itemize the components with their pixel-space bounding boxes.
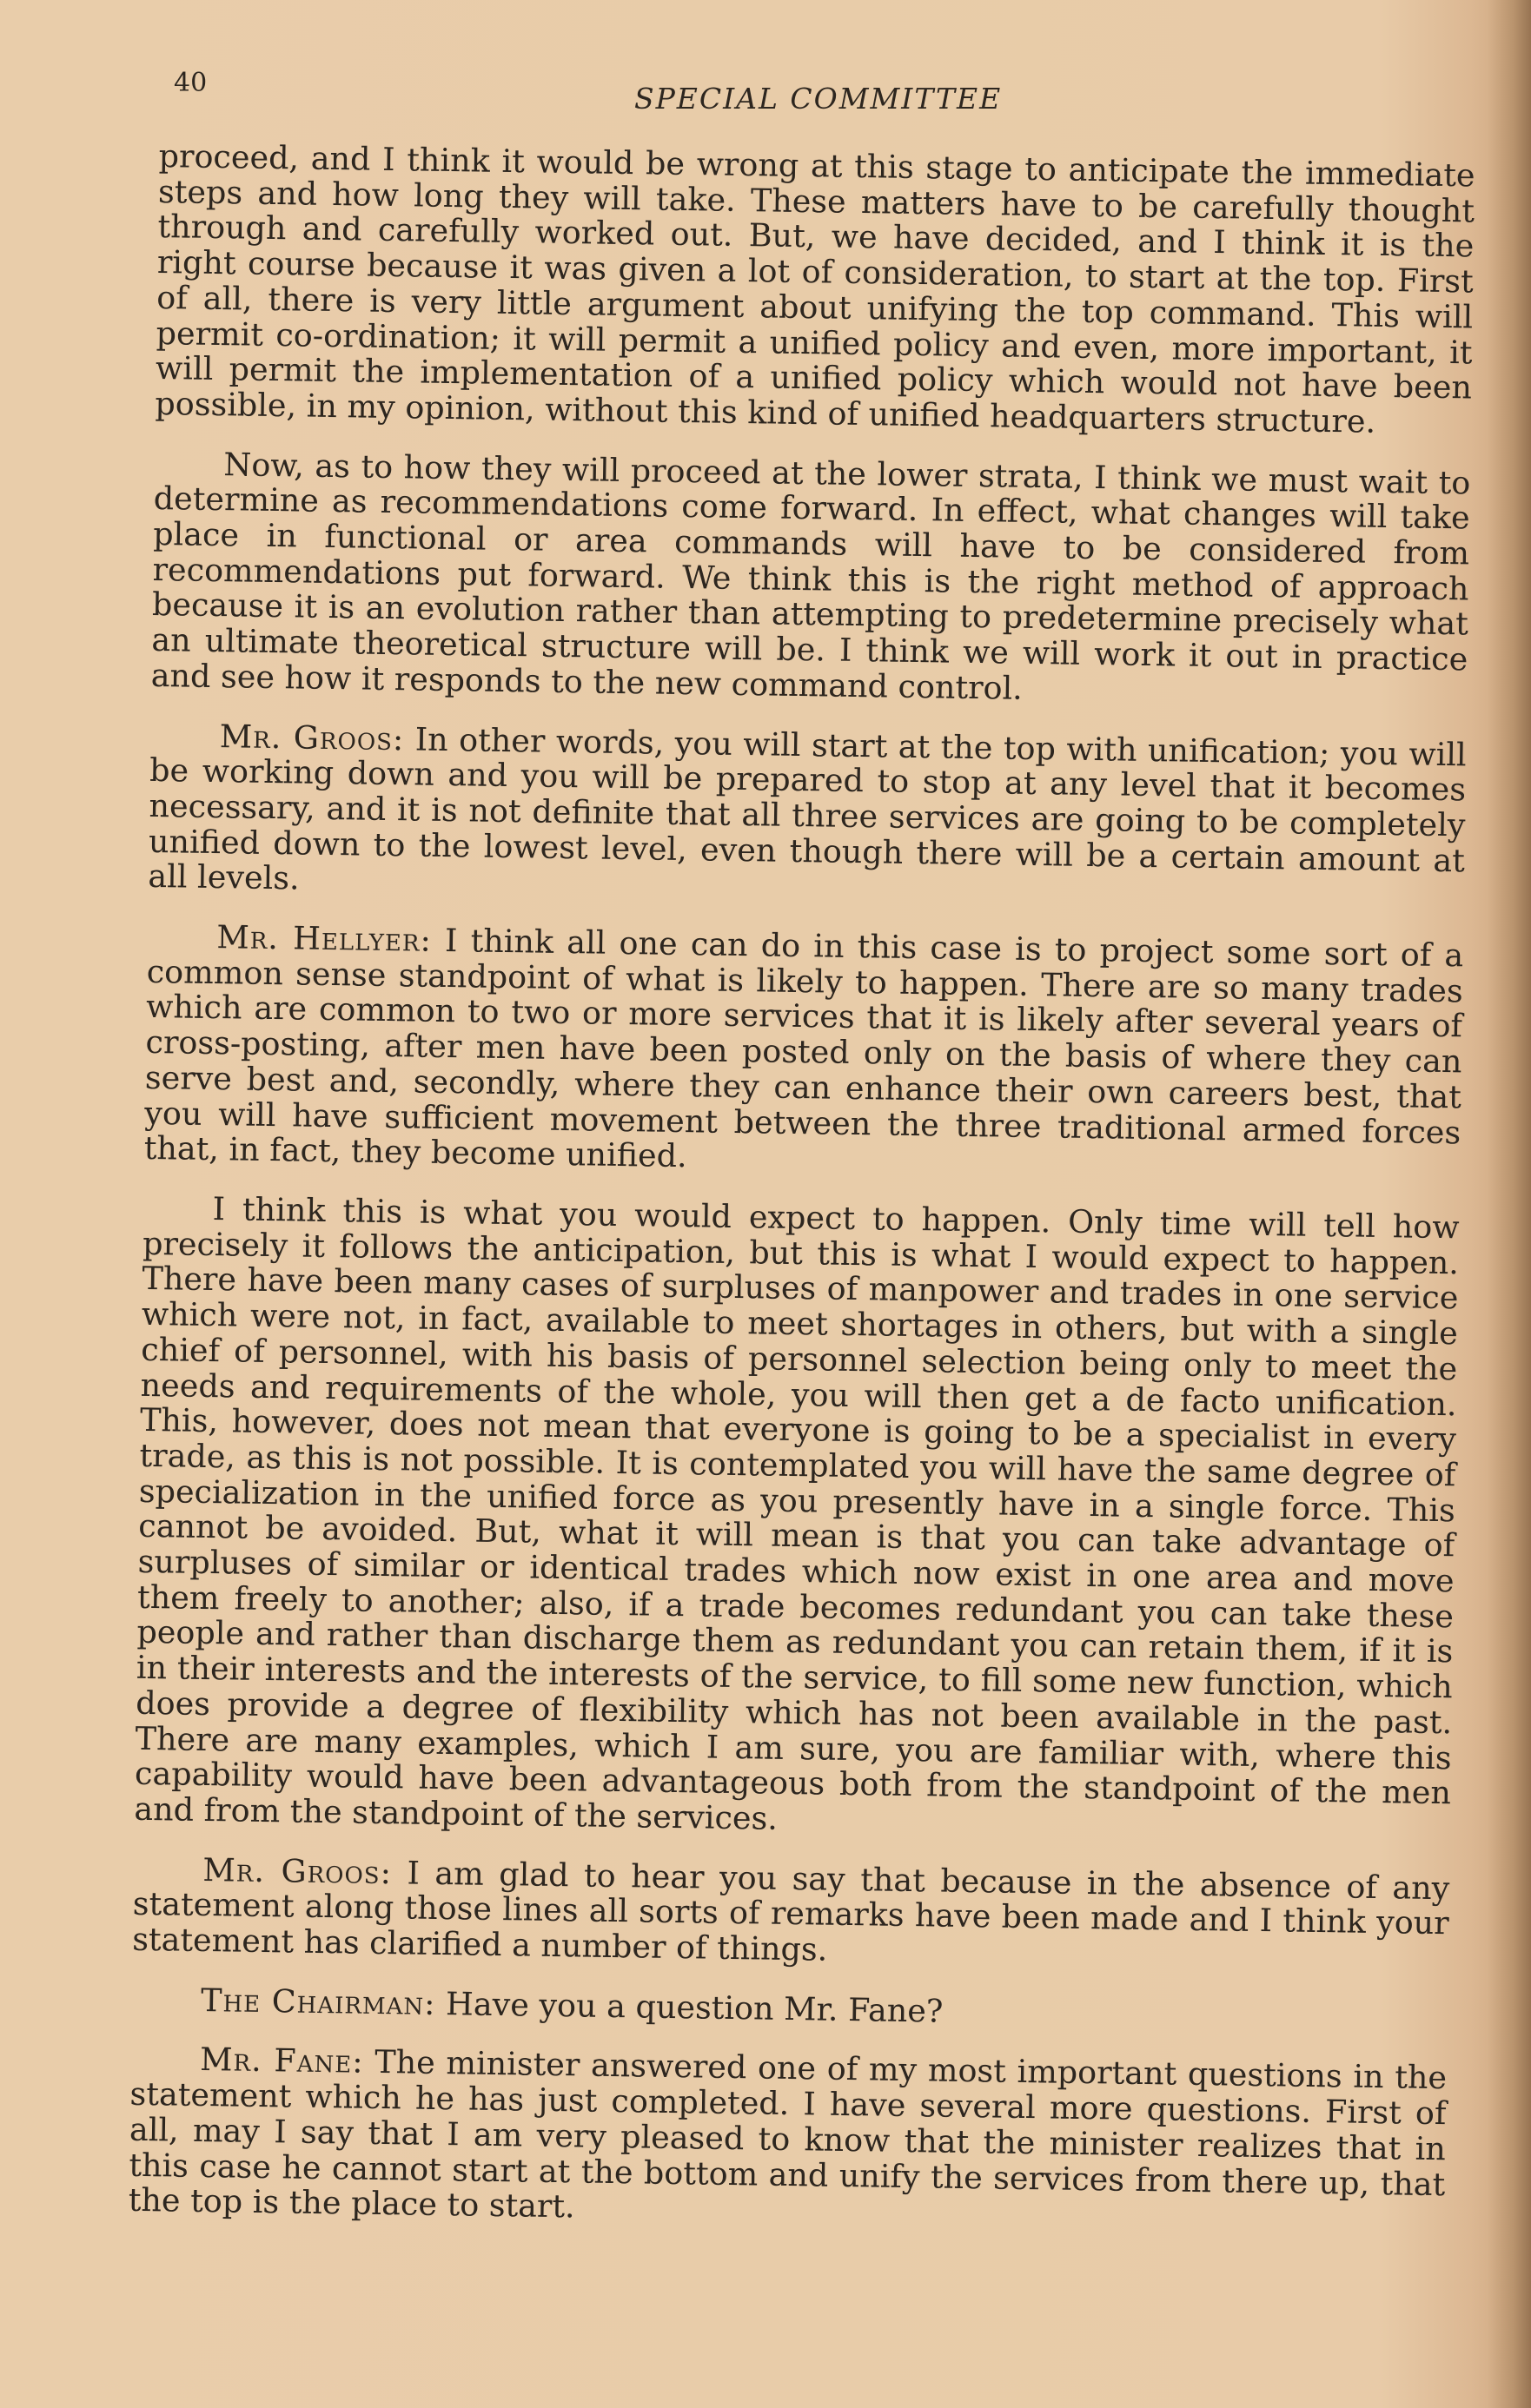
paragraph xyxy=(148,718,1467,914)
paragraph-text: The minister answered one of my most important questions in the statement which he has just completed. I have several more questions. First of all, may I say that I am very pleased to know that the minister realizes that in this case he cannot start at the bottom and unify the services from there up, that the top is the place to start. xyxy=(128,2043,1448,2226)
paragraph-text: I think this is what you would expect to happen. Only time will tell how precisely it follows the anticipation, but this is what I would expect to happen. There have been many cases of surpluses of manpower and trades in one service which were not, in fact, available to meet shortages in others, but with a single chief of personnel, with his basis of personnel selection being only to meet the needs and requirements of the whole, you will then get a de facto unification. This, however, does not mean that everyone is going to be a specialist in every trade, as this is not possible. It is contemplated you will have the same degree of specialization in the unified force as you presently have in a single force. This cannot be avoided. But, what it will mean is that you can take advantage of surpluses of similar or identical trades which now exist in one area and move them freely to another; also, if a trade becomes redundant you can take these people and rather than discharge them as redundant you can retain them, if it is in their interests and the interests of the service, to fill some new function, which does provide a degree of flexibility which has not been available in the past. There are many examples, which I am sure, you are familiar with, where this capability would have been advantageous both from the standpoint of the men and from the standpoint of the services. xyxy=(134,1190,1460,1837)
paragraph xyxy=(131,1982,1448,2037)
paragraph-text: I am glad to hear you say that because in the absence of any statement along those lines all sorts of remarks have been made and I think your statement has clarified a number of things. xyxy=(131,1854,1450,1968)
speaker-name: The Chairman: xyxy=(200,1981,436,2022)
speaker-name: Mr. Fane: xyxy=(199,2041,364,2081)
paragraph-text: I think all one can do in this case is to project some sort of a common sense standpoint of what is likely to happen. There are so many trades which are common to two or more services that it is likely after several years of cross-posting, after men have been posted only on the basis of where they can serve best and, secondly, where they can enhance their own careers best, that you will have sufficient movement between the three traditional armed forces that, in fact, they become unified. xyxy=(143,922,1464,1175)
speaker-name: Mr. Hellyer: xyxy=(216,918,433,959)
running-title: SPECIAL COMMITTEE xyxy=(634,82,1003,116)
speaker-name: Mr. Groos: xyxy=(202,1850,393,1891)
paragraph-text: proceed, and I think it would be wrong at this stage to anticipate the immediate steps and how long they will take. These matters have to be carefully thought through and carefully worked out. But, we have decided, and I think it is the right course because it was given a lot of consideration, to start at the top. First of all, there is very little argument about unifying the top command. This will permit co-ordination; it will permit a unified policy and even, more important, it will permit the implementation of a unified policy which would not have been possible, in my opinion, without this kind of unified headquarters structure. xyxy=(155,137,1475,440)
paragraph xyxy=(151,447,1471,713)
paragraph xyxy=(128,2041,1447,2238)
paragraph-text: In other words, you will start at the top with unification; you will be working down and you will be prepared to stop at any level that it becomes necessary, and it is not definite that all three services are going to be completely unified down to the lowest level, even though there will be a certain amount at all levels. xyxy=(148,719,1467,897)
body-text xyxy=(128,139,1475,2262)
paragraph-text: Have you a question Mr. Fane? xyxy=(445,1984,944,2030)
page-number: 40 xyxy=(174,68,208,98)
paragraph xyxy=(155,139,1475,441)
speaker-name: Mr. Groos: xyxy=(219,717,405,757)
page-edge-shadow xyxy=(1488,0,1531,2408)
paragraph xyxy=(134,1191,1460,1847)
paragraph xyxy=(132,1851,1450,1977)
paragraph xyxy=(143,919,1463,1186)
paragraph-text: Now, as to how they will proceed at the lower strata, I think we must wait to determine as recommendations come forward. In effect, what changes will take place in functional or area commands will have to be considered from recommendations put forward. We think this is the right method of approach because it is an evolution rather than attempting to predetermine precisely what an ultimate theoretical structure will be. I think we will work it out in practice and see how it responds to the new command control. xyxy=(150,445,1471,707)
